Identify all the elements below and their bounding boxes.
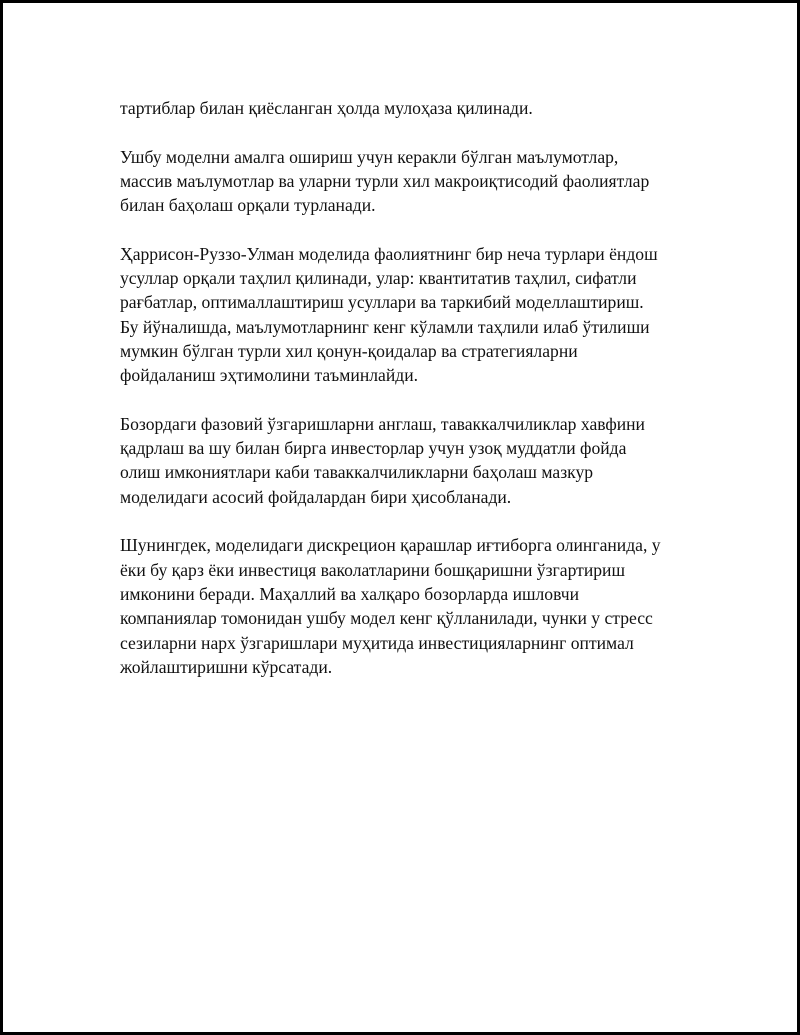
text-line: жойлаштиришни кўрсатади.: [120, 656, 333, 677]
text-line: рағбатлар, оптималлаштириш усуллари ва таркибий моделлаштириш.: [120, 292, 644, 313]
text-line: компаниялар томонидан ушбу модел кенг қўлланилади, чунки у стресс: [120, 608, 653, 629]
text-line: моделидаги асосий фойдалардан бири ҳисобланади.: [120, 486, 512, 507]
text-line: мумкин бўлган турли хил қонун-қоидалар ва стратегияларни: [120, 340, 578, 361]
text-line: массив маълумотлар ва уларни турли хил макроиқтисодий фаолиятлар: [120, 170, 650, 191]
text-line: Ушбу моделни амалга ошириш учун керакли бўлган маълумотлар,: [120, 146, 619, 167]
text-line: билан баҳолаш орқали турланади.: [120, 195, 376, 216]
text-line: сезиларни нарх ўзгаришлари муҳитида инвестицияларнинг оптимал: [120, 632, 634, 653]
text-line: имконини беради. Маҳаллий ва халқаро бозорларда ишловчи: [120, 583, 580, 604]
text-line: Бу йўналишда, маълумотларнинг кенг кўламли таҳлили илаб ўтилиши: [120, 316, 650, 337]
paragraph-4: [120, 412, 700, 509]
paragraph-5: [120, 533, 700, 679]
text-line: ёки бу қарз ёки инвестиця ваколатларини бошқаришни ўзгартириш: [120, 559, 625, 580]
paragraph-3: [120, 242, 700, 388]
text-line: Шунингдек, моделидаги дискрецион қарашлар иғтиборга олинганида, у: [120, 535, 661, 556]
text-line: тартиблар билан қиёсланган ҳолда мулоҳаза қилинади.: [120, 98, 533, 118]
paragraph-2: [120, 145, 700, 218]
paragraph-1: [120, 96, 700, 120]
text-line: Бозордаги фазовий ўзгаришларни англаш, таваккалчиликлар хавфини: [120, 413, 645, 434]
text-line: усуллар орқали таҳлил қилинади, улар: квантитатив таҳлил, сифатли: [120, 268, 637, 289]
document-body: [120, 96, 700, 703]
text-line: фойдаланиш эҳтимолини таъминлайди.: [120, 365, 419, 386]
text-line: олиш имкониятлари каби таваккалчиликларни баҳолаш мазкур: [120, 462, 594, 483]
text-line: Ҳаррисон-Руззо-Улман моделида фаолиятнинг бир неча турлари ёндош: [120, 243, 658, 264]
text-line: қадрлаш ва шу билан бирга инвесторлар учун узоқ муддатли фойда: [120, 438, 627, 459]
